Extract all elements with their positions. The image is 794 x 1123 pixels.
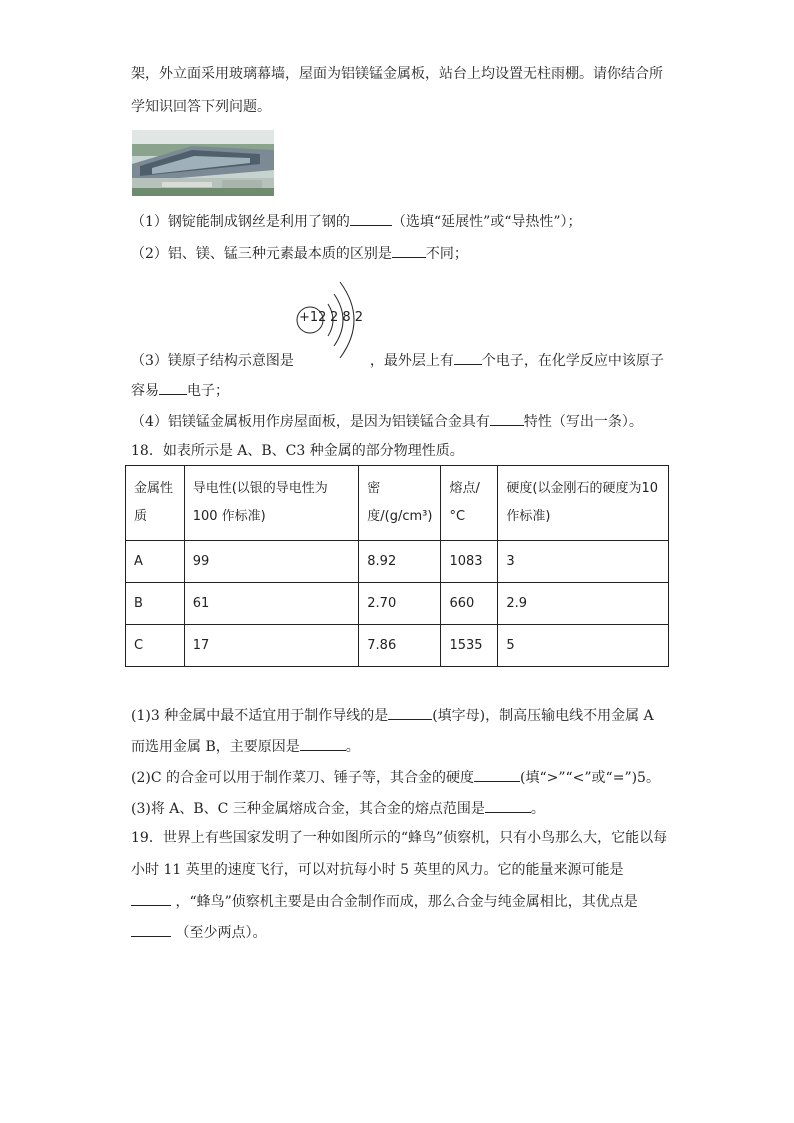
table-header-cell: 金属性质: [126, 466, 185, 541]
table-header-cell: 导电性(以银的导电性为100 作标准): [184, 466, 359, 541]
answer-blank[interactable]: [485, 798, 531, 813]
q19-line-3: ，“蜂鸟”侦察机主要是由合金制作而成，那么合金与纯金属相比，其优点是: [131, 891, 638, 912]
table-header-cell: 硬度(以金刚石的硬度为10 作标准): [498, 466, 669, 541]
metal-properties-table: [125, 465, 669, 667]
table-cell: 1083: [441, 541, 498, 583]
table-cell: 7.86: [359, 625, 441, 667]
table-header-cell: 熔点/°C: [441, 466, 498, 541]
answer-blank[interactable]: [300, 736, 346, 751]
answer-blank[interactable]: [388, 705, 432, 720]
intro-line-2: 学知识回答下列问题。: [131, 99, 271, 115]
table-cell: 3: [498, 541, 669, 583]
q17-part2: （2）铝、镁、锰三种元素最本质的区别是 不同；: [131, 243, 468, 264]
table-cell: 1535: [441, 625, 498, 667]
table-cell: 660: [441, 583, 498, 625]
table-cell: 61: [184, 583, 359, 625]
table-cell: C: [126, 625, 185, 667]
table-cell: 2.70: [359, 583, 441, 625]
q18-sub1-cont: 而选用金属 B，主要原因是 。: [131, 736, 360, 757]
table-cell: 2.9: [498, 583, 669, 625]
q18-sub3: (3)将 A、B、C 三种金属熔成合金，其合金的熔点范围是 。: [131, 798, 545, 819]
table-cell: 99: [184, 541, 359, 583]
electron-shells-label: 2 8 2: [330, 310, 364, 325]
table-cell: 17: [184, 625, 359, 667]
answer-blank[interactable]: [454, 350, 482, 365]
station-photo: [132, 130, 274, 196]
intro-line-1: 架，外立面采用玻璃幕墙，屋面为铝镁锰金属板，站台上均设置无柱雨棚。请你结合所: [131, 66, 663, 82]
answer-blank[interactable]: [392, 243, 426, 258]
answer-blank[interactable]: [159, 380, 187, 395]
q19-line-2: 小时 11 英里的速度飞行，可以对抗每小时 5 英里的风力。它的能量来源可能是: [131, 862, 624, 878]
table-cell: 5: [498, 625, 669, 667]
nucleus-label: +12: [299, 310, 327, 325]
table-row: [126, 583, 669, 625]
q17-part3: （3）镁原子结构示意图是 ，最外层上有 个电子，在化学反应中该原子: [131, 350, 664, 371]
q19-line-1: 19．世界上有些国家发明了一种如图所示的“蜂鸟”侦察机，只有小鸟那么大，它能以每: [131, 830, 668, 846]
answer-blank[interactable]: [474, 767, 520, 782]
q17-part4: （4）铝镁锰金属板用作房屋面板，是因为铝镁锰合金具有 特性（写出一条）。: [131, 411, 643, 432]
table-header-cell: 密度/(g/cm³): [359, 466, 441, 541]
table-cell: B: [126, 583, 185, 625]
q18-stem: 18．如表所示是 A、B、C3 种金属的部分物理性质。: [131, 443, 464, 459]
table-row: [126, 625, 669, 667]
q18-sub1: (1)3 种金属中最不适宜用于制作导线的是 (填字母)，制高压输电线不用金属 A: [131, 705, 654, 726]
q17-part1: （1）钢锭能制成钢丝是利用了钢的 （选填“延展性”或“导热性”）；: [131, 211, 582, 232]
answer-blank[interactable]: [131, 891, 171, 906]
table-header-row: [126, 466, 669, 541]
table-cell: A: [126, 541, 185, 583]
table-cell: 8.92: [359, 541, 441, 583]
q17-part3-cont: 容易 电子；: [131, 380, 229, 401]
table-row: [126, 541, 669, 583]
answer-blank[interactable]: [350, 211, 392, 226]
q18-sub2: (2)C 的合金可以用于制作菜刀、锤子等，其合金的硬度 (填“>”“<”或“=”)5。: [131, 767, 660, 788]
q19-line-4: （至少两点）。: [131, 922, 266, 943]
answer-blank[interactable]: [490, 411, 524, 426]
answer-blank[interactable]: [131, 922, 171, 937]
